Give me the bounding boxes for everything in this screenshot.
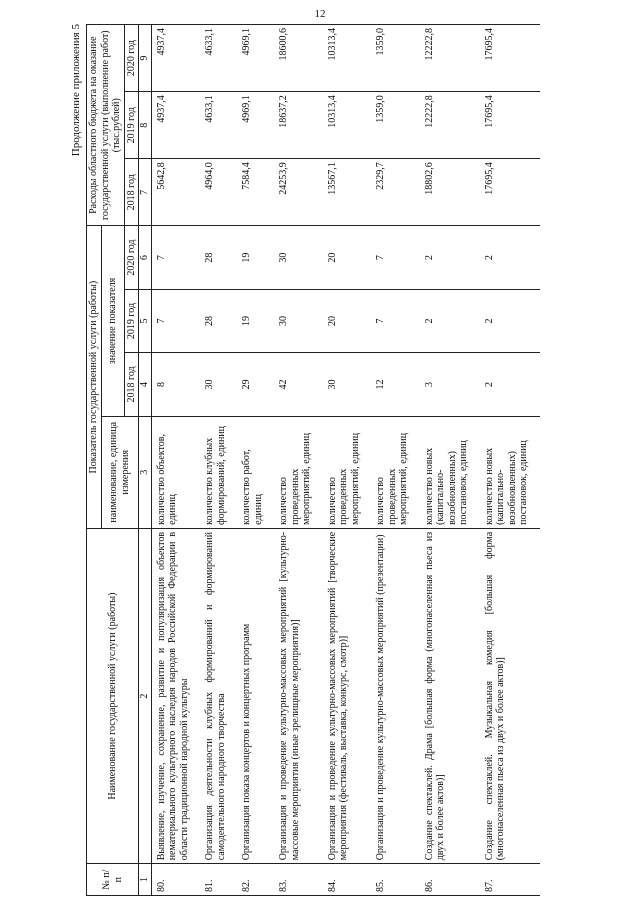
- expense-2018: 4964,0: [200, 159, 237, 226]
- unit-name: количество проведенных мероприятий, единиц: [371, 416, 420, 528]
- row-number: 85.: [371, 864, 420, 896]
- expense-2018: 24253,9: [274, 159, 323, 226]
- col-number: 9: [139, 25, 152, 92]
- unit-name: количество новых (капитально-возобновленных) постановок, единиц: [420, 416, 480, 528]
- expense-2020: 4633,1: [200, 25, 237, 92]
- col-number: 1: [139, 864, 152, 896]
- value-2020: 2: [480, 226, 540, 289]
- col-number: 7: [139, 159, 152, 226]
- value-2020: 7: [151, 226, 200, 289]
- header-year-value-2020: 2020 год: [124, 226, 139, 289]
- services-table: [86, 24, 540, 896]
- row-number: 82.: [237, 864, 274, 896]
- value-2018: 8: [151, 353, 200, 416]
- header-year-expense-2018: 2018 год: [124, 159, 139, 226]
- expense-2018: 7584,4: [237, 159, 274, 226]
- header-indicator-group: Показатель государственной услуги (работы): [87, 226, 102, 529]
- table-row: [480, 25, 540, 896]
- col-number: 8: [139, 92, 152, 159]
- value-2018: 3: [420, 353, 480, 416]
- expense-2019: 4633,1: [200, 92, 237, 159]
- table-row: [151, 25, 200, 896]
- service-name: Создание спектаклей. Драма [большая форма (многонаселенная пьеса из двух и более актов)]: [420, 528, 480, 863]
- expense-2019: 4937,4: [151, 92, 200, 159]
- value-2018: 30: [200, 353, 237, 416]
- continuation-label: Продолжение приложения 5: [70, 24, 82, 157]
- value-2019: 20: [323, 289, 372, 352]
- expense-2019: 18637,2: [274, 92, 323, 159]
- expense-2018: 5642,8: [151, 159, 200, 226]
- value-2018: 12: [371, 353, 420, 416]
- row-number: 86.: [420, 864, 480, 896]
- service-name: Организация показа концертов и концертных программ: [237, 528, 274, 863]
- unit-name: количество новых (капитально-возобновленных) постановок, единиц: [480, 416, 540, 528]
- value-2020: 20: [323, 226, 372, 289]
- value-2019: 7: [151, 289, 200, 352]
- expense-2019: 1359,0: [371, 92, 420, 159]
- rotated-page: [70, 20, 625, 900]
- page-number: 12: [314, 8, 326, 20]
- value-2018: 29: [237, 353, 274, 416]
- col-number: 6: [139, 226, 152, 289]
- value-2019: 30: [274, 289, 323, 352]
- unit-name: количество проведенных мероприятий, единиц: [323, 416, 372, 528]
- table-row: [274, 25, 323, 896]
- expense-2020: 1359,0: [371, 25, 420, 92]
- expense-2020: 17695,4: [480, 25, 540, 92]
- value-2020: 30: [274, 226, 323, 289]
- expense-2020: 4937,4: [151, 25, 200, 92]
- service-name: Выявление, изучение, сохранение, развитие и популяризация объектов нематериального культурного наследия народов Российской Федерации в области традиционной народной культуры: [151, 528, 200, 863]
- expense-2018: 17695,4: [480, 159, 540, 226]
- table-row: [200, 25, 237, 896]
- expense-2018: 2329,7: [371, 159, 420, 226]
- expense-2018: 18802,6: [420, 159, 480, 226]
- expense-2020: 18600,6: [274, 25, 323, 92]
- col-number: 5: [139, 289, 152, 352]
- service-name: Организация деятельности клубных формирований и формирований самодеятельного народного творчества: [200, 528, 237, 863]
- service-name: Организация и проведение культурно-массовых мероприятий (презентации): [371, 528, 420, 863]
- header-expense-group: Расходы областного бюджета на оказание государственной услуги (выполнение работ) (тыс.рублей): [87, 25, 125, 226]
- value-2018: 30: [323, 353, 372, 416]
- col-number: 3: [139, 416, 152, 528]
- service-name: Создание спектаклей. Музыкальная комедия [большая форма (многонаселенная пьеса из двух и более актов)]: [480, 528, 540, 863]
- value-2020: 19: [237, 226, 274, 289]
- expense-2019: 4969,1: [237, 92, 274, 159]
- rotated-table-wrapper: [70, 20, 625, 900]
- header-unit: наименование, единица измерения: [101, 416, 139, 528]
- expense-2020: 4969,1: [237, 25, 274, 92]
- row-number: 81.: [200, 864, 237, 896]
- service-name: Организация и проведение культурно-массовых мероприятий [творческие мероприятия (фестиваль, выставка, конкурс, смотр)]: [323, 528, 372, 863]
- table-row: [420, 25, 480, 896]
- service-name: Организация и проведение культурно-массовых мероприятий [культурно-массовые мероприятия (иные зрелищные мероприятия)]: [274, 528, 323, 863]
- header-year-value-2018: 2018 год: [124, 353, 139, 416]
- expense-2018: 13567,1: [323, 159, 372, 226]
- header-year-expense-2020: 2020 год: [124, 25, 139, 92]
- value-2019: 7: [371, 289, 420, 352]
- expense-2020: 12222,8: [420, 25, 480, 92]
- expense-2019: 17695,4: [480, 92, 540, 159]
- value-2018: 2: [480, 353, 540, 416]
- header-year-expense-2019: 2019 год: [124, 92, 139, 159]
- table-row: [237, 25, 274, 896]
- row-number: 80.: [151, 864, 200, 896]
- unit-name: количество проведенных мероприятий, единиц: [274, 416, 323, 528]
- header-year-value-2019: 2019 год: [124, 289, 139, 352]
- row-number: 83.: [274, 864, 323, 896]
- value-2018: 42: [274, 353, 323, 416]
- header-service: Наименование государственной услуги (работы): [87, 528, 139, 863]
- header-no: № п/п: [87, 864, 139, 896]
- expense-2019: 12222,8: [420, 92, 480, 159]
- expense-2019: 10313,4: [323, 92, 372, 159]
- row-number: 87.: [480, 864, 540, 896]
- unit-name: количество работ, единиц: [237, 416, 274, 528]
- value-2019: 28: [200, 289, 237, 352]
- expense-2020: 10313,4: [323, 25, 372, 92]
- table-row: [323, 25, 372, 896]
- col-number: 4: [139, 353, 152, 416]
- unit-name: количество объектов, единиц: [151, 416, 200, 528]
- header-value: значение показателя: [101, 226, 124, 416]
- value-2020: 2: [420, 226, 480, 289]
- value-2020: 7: [371, 226, 420, 289]
- unit-name: количество клубных формирований, единиц: [200, 416, 237, 528]
- value-2019: 2: [420, 289, 480, 352]
- row-number: 84.: [323, 864, 372, 896]
- value-2020: 28: [200, 226, 237, 289]
- value-2019: 19: [237, 289, 274, 352]
- table-row: [371, 25, 420, 896]
- value-2019: 2: [480, 289, 540, 352]
- col-number: 2: [139, 528, 152, 863]
